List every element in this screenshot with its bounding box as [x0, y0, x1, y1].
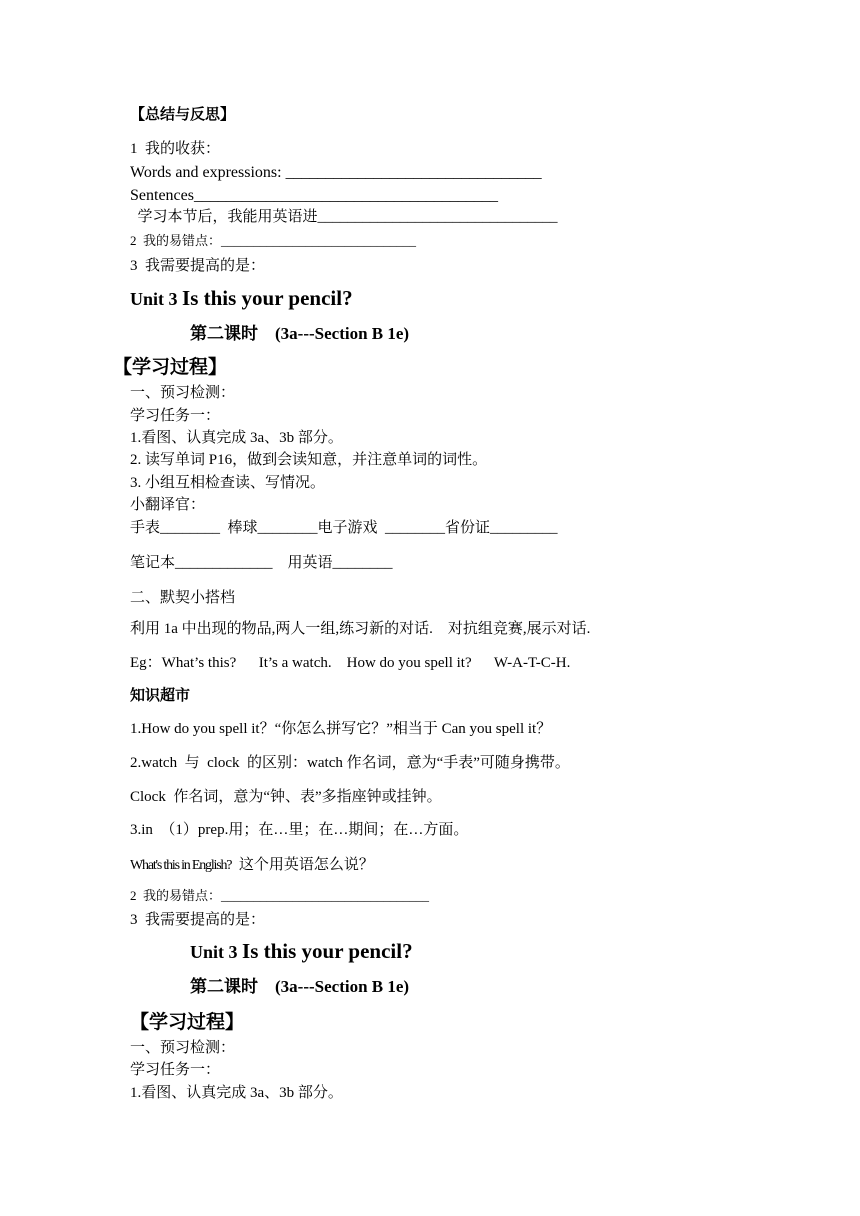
task-item-1: 1.看图、认真完成 3a、3b 部分。 [130, 430, 343, 446]
can-use-english-line: 学习本节后，我能用英语进________________________________ [130, 209, 558, 225]
translator-heading: 小翻译官： [130, 497, 206, 513]
partner-heading: 二、默契小搭档 [130, 590, 236, 606]
process-heading: 【学习过程】 [113, 357, 228, 378]
task-heading-2: 学习任务一： [130, 1062, 221, 1078]
process-heading-2: 【学习过程】 [130, 1012, 245, 1033]
improve-line: 3 我需要提高的是： [130, 258, 266, 274]
mistakes-line: 2 我的易错点：______________________________ [130, 233, 417, 248]
mistakes-line-2: 2 我的易错点：________________________________ [130, 888, 430, 903]
unit-title-2: Unit 3 Is this your pencil? [190, 939, 413, 963]
knowledge-example: What's this in English? 这个用英语怎么说？ [130, 857, 374, 873]
knowledge-heading: 知识超市 [130, 688, 191, 704]
knowledge-point-1: 1.How do you spell it？“你怎么拼写它？”相当于 Can you spell it？ [130, 721, 552, 737]
knowledge-point-2: 2.watch 与 clock 的区别：watch 作名词，意为“手表”可随身携带。 [130, 755, 570, 771]
preview-heading: 一、预习检测： [130, 385, 236, 401]
lesson-title-2: 第二课时 (3a---Section B 1e) [190, 977, 410, 996]
sentences-line: Sentences______________________________________ [130, 187, 498, 204]
vocab-row-1: 手表________ 棒球________电子游戏 ________省份证_________ [130, 520, 558, 536]
task-item-3: 3. 小组互相检查读、写情况。 [130, 475, 326, 491]
words-expressions-line: Words and expressions: ________________________________ [130, 164, 542, 181]
unit-title: Unit 3 Is this your pencil? [130, 286, 353, 310]
lesson-title: 第二课时 (3a---Section B 1e) [190, 324, 410, 343]
vocab-row-2: 笔记本_____________ 用英语________ [130, 555, 393, 571]
knowledge-point-3: 3.in （1）prep.用；在…里；在…期间；在…方面。 [130, 822, 469, 838]
harvest-label: 1 我的收获： [130, 141, 221, 157]
partner-text: 利用 1a 中出现的物品,两人一组,练习新的对话. 对抗组竞赛,展示对话. [130, 621, 591, 637]
dialogue-example: Eg：What’s this? It’s a watch. How do you spell it? W-A-T-C-H. [130, 655, 571, 671]
task-heading: 学习任务一： [130, 408, 221, 424]
summary-heading: 【总结与反思】 [130, 107, 236, 123]
knowledge-point-2b: Clock 作名词，意为“钟、表”多指座钟或挂钟。 [130, 789, 442, 805]
improve-line-2: 3 我需要提高的是： [130, 912, 266, 928]
task-item-1-2: 1.看图、认真完成 3a、3b 部分。 [130, 1085, 343, 1101]
task-item-2: 2. 读写单词 P16，做到会读知意，并注意单词的词性。 [130, 452, 488, 468]
preview-heading-2: 一、预习检测： [130, 1040, 236, 1056]
